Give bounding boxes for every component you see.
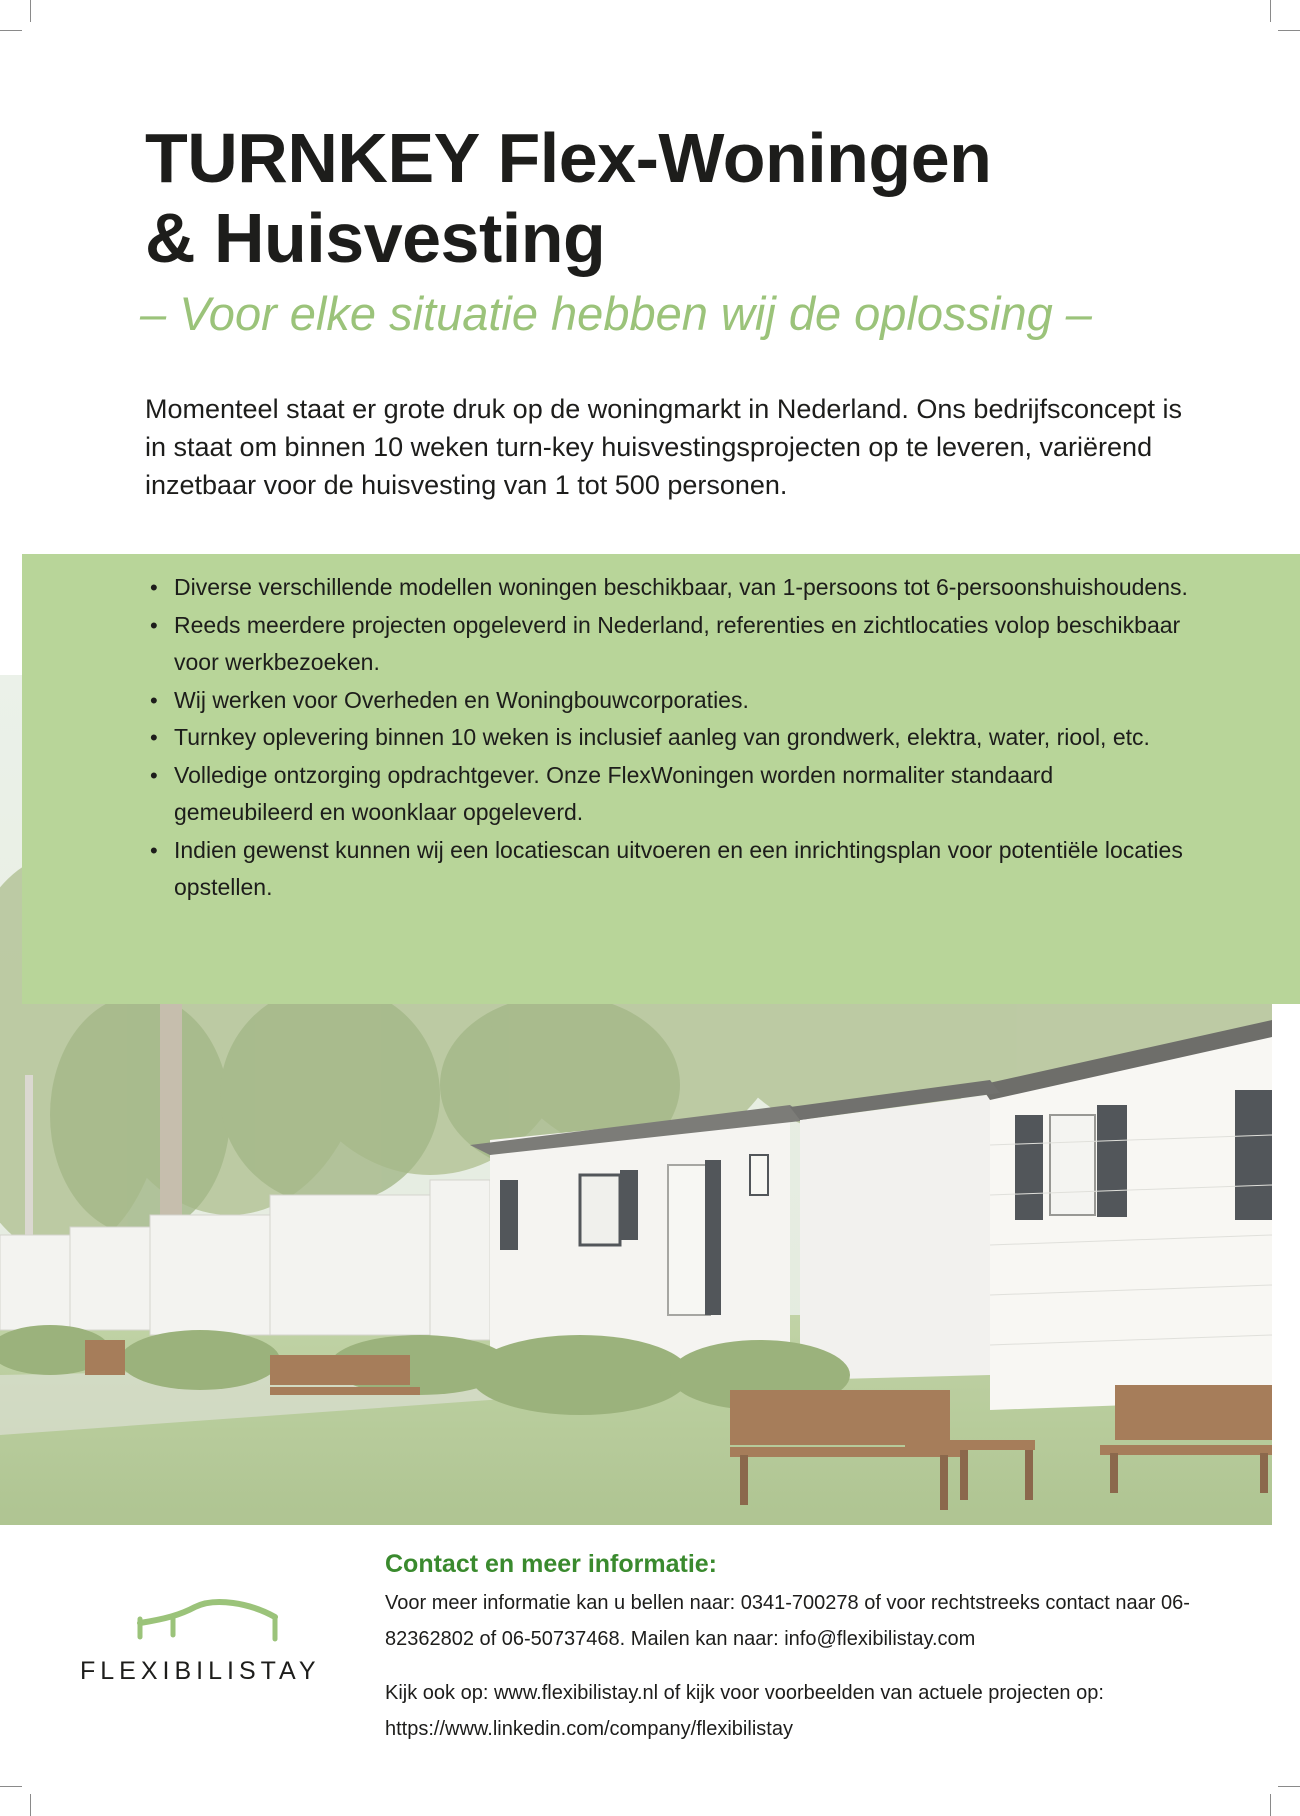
logo-wordmark: FLEXIBILISTAY xyxy=(80,1657,321,1685)
house-roof-arc-icon xyxy=(135,1595,285,1645)
page-subtitle: – Voor elke situatie hebben wij de oplossing – xyxy=(140,287,1092,340)
contact-links-text: Kijk ook op: www.flexibilistay.nl of kijk voor voorbeelden van actuele projecten op: https://www.linkedin.com/company/flexibilistay xyxy=(385,1682,1104,1740)
list-item-text: Indien gewenst kunnen wij een locatiescan uitvoeren en een inrichtingsplan voor potentiële locaties opstellen. xyxy=(174,836,1183,900)
list-item-text: Reeds meerdere projecten opgeleverd in Nederland, referenties en zichtlocaties volop beschikbaar voor werkbezoeken. xyxy=(174,611,1181,675)
crop-mark xyxy=(1270,0,1271,22)
crop-mark xyxy=(0,1786,22,1787)
contact-heading: Contact en meer informatie: xyxy=(385,1550,718,1578)
crop-mark xyxy=(30,1794,31,1816)
list-item xyxy=(150,757,1190,832)
features-list xyxy=(150,569,1190,907)
bullet-icon: • xyxy=(150,837,158,863)
crop-mark xyxy=(0,30,22,31)
list-item-text: Wij werken voor Overheden en Woningbouwcorporaties. xyxy=(174,686,749,713)
page-title xyxy=(145,118,991,278)
contact-text: Voor meer informatie kan u bellen naar: 0341-700278 of voor rechtstreeks contact naar 06-82362802 of 06-50737468. Mailen kan naar: info@flexibilistay.com xyxy=(385,1592,1190,1650)
title-line: TURNKEY Flex-Woningen xyxy=(145,119,992,197)
intro-paragraph: Momenteel staat er grote druk op de woningmarkt in Nederland. Ons bedrijfsconcept is in staat om binnen 10 weken turn-key huisvestingsprojecten op te leveren, variërend inzetbaar voor de huisvesting van 1 tot 500 personen. xyxy=(145,394,1183,500)
title-line: & Huisvesting xyxy=(145,199,606,277)
company-logo xyxy=(80,1595,350,1686)
list-item xyxy=(150,832,1190,907)
contact-section xyxy=(385,1550,1205,1747)
crop-mark xyxy=(1278,1786,1300,1787)
list-item-text: Diverse verschillende modellen woningen beschikbaar, van 1-persoons tot 6-persoonshuishoudens. xyxy=(174,574,1188,600)
list-item xyxy=(150,569,1190,607)
list-item-text: Volledige ontzorging opdrachtgever. Onze FlexWoningen worden normaliter standaard gemeubileerd en woonklaar opgeleverd. xyxy=(174,761,1054,825)
bullet-icon: • xyxy=(150,762,158,788)
crop-mark xyxy=(1270,1794,1271,1816)
crop-mark xyxy=(30,0,31,22)
crop-mark xyxy=(1278,30,1300,31)
bullet-icon: • xyxy=(150,575,158,600)
list-item xyxy=(150,607,1190,682)
bullet-icon: • xyxy=(150,612,158,638)
list-item-text: Turnkey oplevering binnen 10 weken is inclusief aanleg van grondwerk, elektra, water, riool, etc. xyxy=(174,724,1150,750)
list-item xyxy=(150,719,1190,757)
list-item xyxy=(150,682,1190,720)
bullet-icon: • xyxy=(150,687,158,713)
bullet-icon: • xyxy=(150,725,158,750)
